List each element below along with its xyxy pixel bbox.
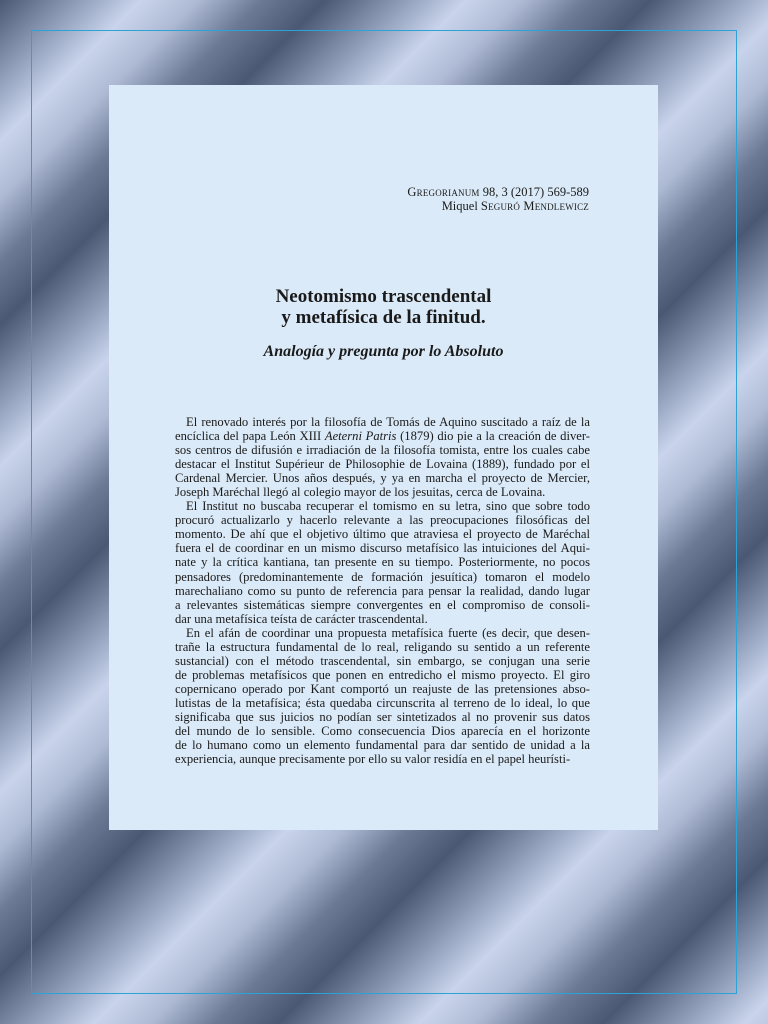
text-line: marechaliano como su punto de referencia para pensar la realidad, dando lugar xyxy=(175,583,590,598)
text-line: El renovado interés por la filosofía de Tomás de Aquino suscitado a raíz de la xyxy=(186,415,590,429)
text-line: destacar el Institut Supérieur de Philosophie de Lovaina (1889), fundado por el xyxy=(175,457,590,472)
article-body xyxy=(175,415,590,766)
paragraph xyxy=(175,499,590,625)
journal-name: Gregorianum xyxy=(407,185,480,199)
journal-issue: 98, 3 (2017) 569-589 xyxy=(479,185,589,199)
title-line-2: y metafísica de la finitud. xyxy=(281,307,486,328)
title-line-1: Neotomismo trascendental xyxy=(275,286,492,307)
text-line: lutistas de la metafísica; ésta quedaba circunscrita al terreno de lo ideal, lo que xyxy=(175,695,590,710)
text-line: Joseph Maréchal llegó al colegio mayor de los jesuitas, cerca de Lovaina. xyxy=(175,485,546,500)
text-line: experiencia, aunque precisamente por ello su valor residía en el papel heurísti- xyxy=(175,752,571,767)
author-last-name: Seguró Mendlewicz xyxy=(480,199,589,213)
text-line: trañe la estructura fundamental de lo real, religando su sentido a un referente xyxy=(175,639,590,654)
article-subtitle: Analogía y pregunta por lo Absoluto xyxy=(263,343,504,360)
text-line: dar una metafísica teísta de carácter trascendental. xyxy=(175,611,428,626)
author-first-name: Miquel xyxy=(441,199,481,213)
text-line: sustancial) con el método trascendental, sin embargo, se conjugan una serie xyxy=(175,653,590,668)
text-line: En el afán de coordinar una propuesta metafísica fuerte (es decir, que desen- xyxy=(186,625,590,640)
text-line: significaba que sus juicios no podían ser sintetizados al no provenir sus datos xyxy=(175,709,590,724)
text-line: del mundo de lo sensible. Como consecuencia Dios aparecía en el horizonte xyxy=(175,724,590,739)
text-line: de lo humano como un elemento fundamental para dar sentido de unidad a la xyxy=(175,738,590,753)
author-line xyxy=(407,199,589,213)
journal-header xyxy=(407,185,589,213)
text-line: a relevantes sistemáticas siempre convergentes en el compromiso de consoli- xyxy=(175,597,590,612)
text-line: encíclica del papa León XIII Aeterni Patris (1879) dio pie a la creación de diver- xyxy=(175,429,590,444)
paragraph xyxy=(175,626,590,766)
text-line: fuera el de coordinar en un mismo discurso metafísico las intuiciones del Aqui- xyxy=(175,541,590,556)
text-line: sos centros de difusión e irradiación de la filosofía tomista, entre los cuales cabe xyxy=(175,443,590,458)
text-line: copernicano operado por Kant comportó un reajuste de las pretensiones abso- xyxy=(175,681,590,696)
document-page xyxy=(109,85,658,830)
text-line: Cardenal Mercier. Unos años después, y ya en marcha el proyecto de Mercier, xyxy=(175,471,590,486)
article-title xyxy=(109,286,658,328)
paragraph xyxy=(175,415,590,499)
text-line: de problemas metafísicos que ponen en entredicho el mismo proyecto. El giro xyxy=(175,667,590,682)
text-line: pensadores (predominantemente de formación jesuítica) tomaron el modelo xyxy=(175,569,590,584)
text-line: procuró actualizarlo y hacerlo relevante a las preocupaciones filosóficas del xyxy=(175,513,590,528)
journal-citation xyxy=(407,185,589,199)
text-line: El Institut no buscaba recuperar el tomismo en su letra, sino que sobre todo xyxy=(186,499,590,514)
text-line: momento. De ahí que el objetivo último que atraviesa el proyecto de Maréchal xyxy=(175,527,590,542)
text-line: nate y la crítica kantiana, tan presente en su tiempo. Posteriormente, no pocos xyxy=(175,555,590,570)
